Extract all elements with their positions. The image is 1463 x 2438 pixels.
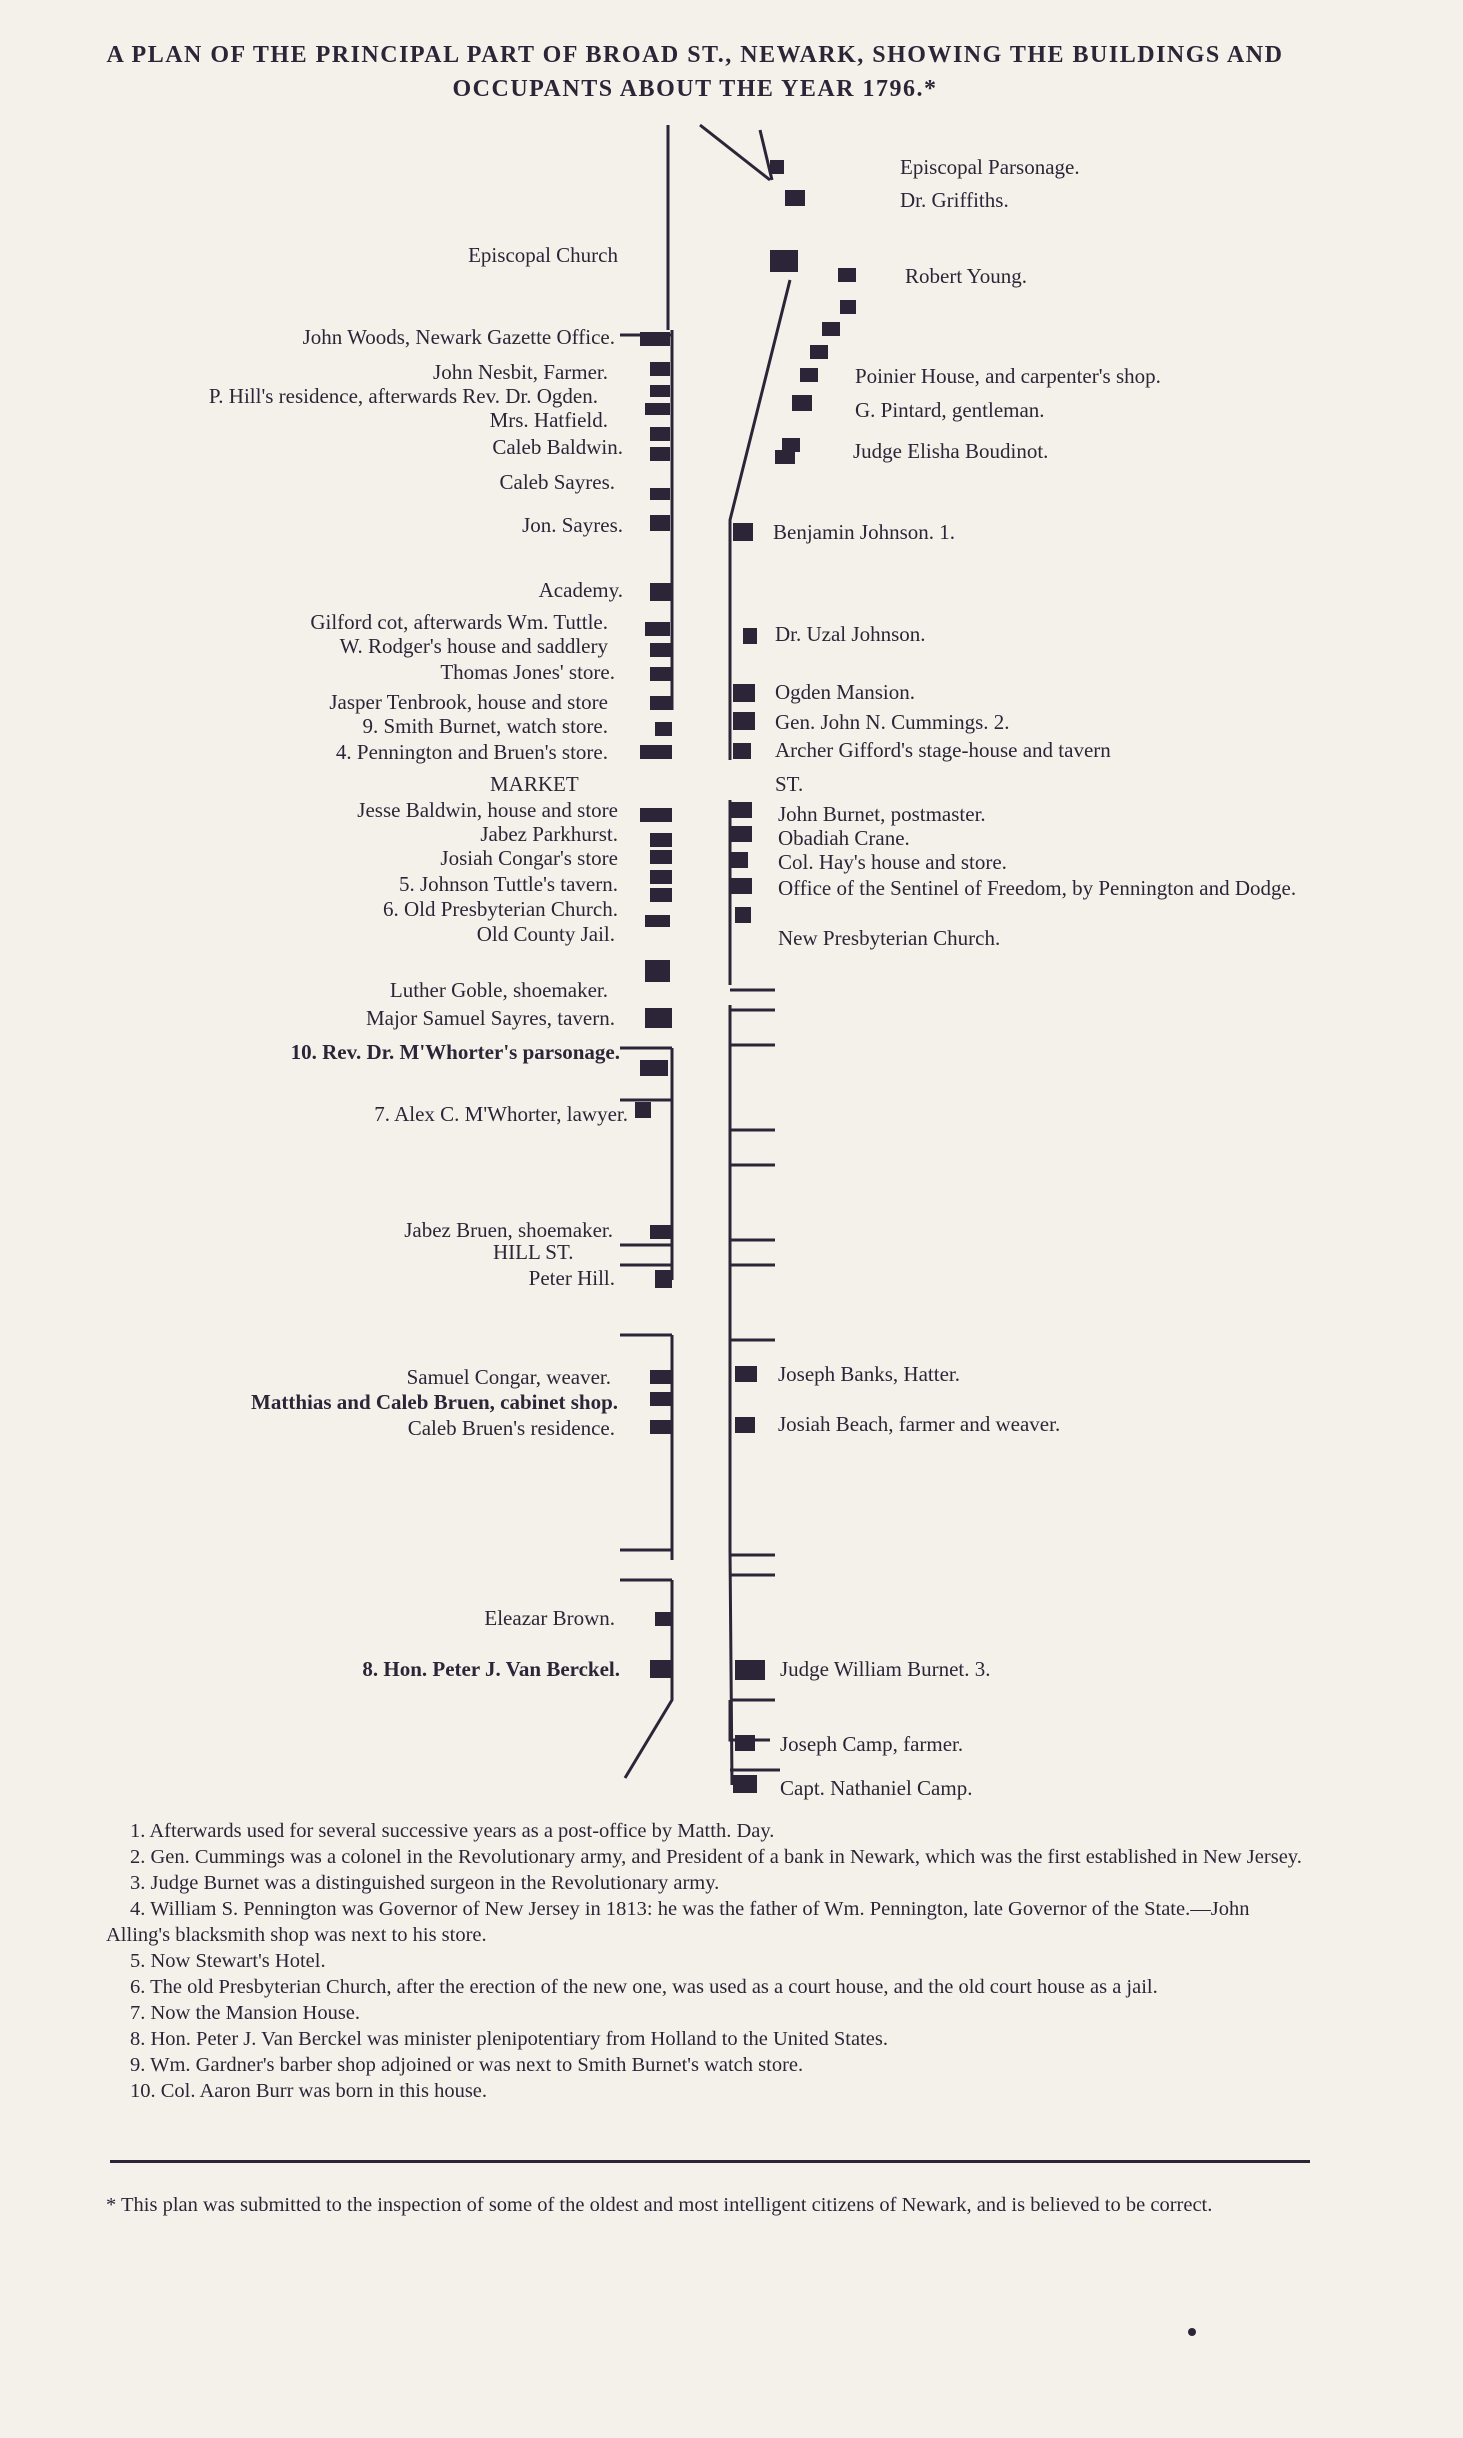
note: 4. William S. Pennington was Governor of New Jersey in 1813: he was the father of Wm. Pennington, late Governor of the State.—John Alling's blacksmith shop was next to his store. — [106, 1898, 1250, 1946]
right-street-edge — [730, 280, 790, 1785]
right-label: Archer Gifford's stage-house and tavern — [775, 738, 1111, 762]
note: 10. Col. Aaron Burr was born in this house. — [130, 2080, 488, 2102]
right-label: Robert Young. — [905, 264, 1027, 288]
right-label: Obadiah Crane. — [778, 826, 910, 850]
left-label: 4. Pennington and Bruen's store. — [335, 740, 608, 764]
right-label: Poinier House, and carpenter's shop. — [855, 364, 1161, 388]
left-label: Old County Jail. — [476, 922, 615, 946]
left-label: 5. Johnson Tuttle's tavern. — [398, 872, 618, 896]
left-label: 10. Rev. Dr. M'Whorter's parsonage. — [290, 1040, 620, 1064]
hill-street-label: HILL ST. — [493, 1240, 574, 1264]
left-label: 9. Smith Burnet, watch store. — [362, 714, 608, 738]
left-label: Jabez Parkhurst. — [480, 822, 618, 846]
left-label: Jon. Sayres. — [522, 513, 623, 537]
note: 8. Hon. Peter J. Van Berckel was minister plenipotentiary from Holland to the United States. — [130, 2028, 888, 2050]
right-label: Gen. John N. Cummings. 2. — [775, 710, 1010, 734]
ink-speck — [1188, 2328, 1196, 2336]
right-label: Judge William Burnet. 3. — [780, 1657, 991, 1681]
left-label: Josiah Congar's store — [440, 846, 618, 870]
market-label: MARKET — [490, 772, 579, 796]
left-label: Luther Goble, shoemaker. — [389, 978, 608, 1002]
left-label: Mrs. Hatfield. — [489, 408, 608, 432]
left-label: Caleb Bruen's residence. — [407, 1416, 615, 1440]
right-label: G. Pintard, gentleman. — [855, 398, 1045, 422]
left-label: 7. Alex C. M'Whorter, lawyer. — [374, 1102, 628, 1126]
right-label: Josiah Beach, farmer and weaver. — [778, 1412, 1061, 1436]
right-label: Joseph Camp, farmer. — [780, 1732, 964, 1756]
right-label: Ogden Mansion. — [775, 680, 915, 704]
note: 2. Gen. Cummings was a colonel in the Revolutionary army, and President of a bank in Newark, which was the first established in New Jersey. — [130, 1846, 1302, 1868]
right-label: Episcopal Parsonage. — [900, 155, 1080, 179]
right-label: Dr. Uzal Johnson. — [775, 622, 926, 646]
right-label: Office of the Sentinel of Freedom, by Pennington and Dodge. — [778, 876, 1297, 900]
right-label: Col. Hay's house and store. — [778, 850, 1007, 874]
note: 1. Afterwards used for several successive years as a post-office by Matth. Day. — [130, 1820, 775, 1842]
left-label: Eleazar Brown. — [484, 1606, 615, 1630]
left-label: Samuel Congar, weaver. — [406, 1365, 611, 1389]
plan-title: A PLAN OF THE PRINCIPAL PART OF BROAD ST., NEWARK, SHOWING THE BUILDINGS AND OCCUPANTS ABOUT THE YEAR 1796.* — [106, 42, 1284, 102]
left-label: Jasper Tenbrook, house and store — [329, 690, 608, 714]
left-label: 6. Old Presbyterian Church. — [382, 897, 618, 921]
left-label: Matthias and Caleb Bruen, cabinet shop. — [251, 1390, 618, 1414]
left-label: Academy. — [538, 578, 623, 602]
right-label: John Burnet, postmaster. — [778, 802, 986, 826]
footnote-divider — [110, 2160, 1310, 2163]
right-label: Joseph Banks, Hatter. — [778, 1362, 960, 1386]
left-label: 8. Hon. Peter J. Van Berckel. — [362, 1657, 620, 1681]
numbered-notes — [106, 1818, 1316, 2104]
left-label: Peter Hill. — [528, 1266, 615, 1290]
left-label: Jesse Baldwin, house and store — [357, 798, 618, 822]
note: 3. Judge Burnet was a distinguished surgeon in the Revolutionary army. — [130, 1872, 720, 1894]
left-label: Gilford cot, afterwards Wm. Tuttle. — [310, 610, 608, 634]
left-label: P. Hill's residence, afterwards Rev. Dr. Ogden. — [208, 384, 598, 408]
street-fork — [700, 125, 772, 180]
right-label: ST. — [775, 772, 804, 796]
left-label: Caleb Baldwin. — [492, 435, 623, 459]
right-label: Benjamin Johnson. 1. — [773, 520, 955, 544]
left-label: W. Rodger's house and saddlery — [339, 634, 608, 658]
right-label: Capt. Nathaniel Camp. — [780, 1776, 973, 1800]
right-label: Dr. Griffiths. — [900, 188, 1009, 212]
left-label: Caleb Sayres. — [499, 470, 615, 494]
left-label: Episcopal Church — [468, 243, 618, 267]
note: 7. Now the Mansion House. — [130, 2002, 361, 2024]
left-label: John Nesbit, Farmer. — [433, 360, 608, 384]
note: 6. The old Presbyterian Church, after the erection of the new one, was used as a court house, and the old court house as a jail. — [130, 1976, 1158, 1998]
left-label: John Woods, Newark Gazette Office. — [302, 325, 615, 349]
note: 9. Wm. Gardner's barber shop adjoined or was next to Smith Burnet's watch store. — [130, 2054, 804, 2076]
right-label: Judge Elisha Boudinot. — [853, 439, 1049, 463]
left-label: Jabez Bruen, shoemaker. — [404, 1218, 613, 1242]
left-label: Major Samuel Sayres, tavern. — [365, 1006, 615, 1030]
left-label: Thomas Jones' store. — [440, 660, 615, 684]
footnote: * This plan was submitted to the inspection of some of the oldest and most intelligent citizens of Newark, and is believed to be correct. — [106, 2193, 1213, 2216]
note: 5. Now Stewart's Hotel. — [130, 1950, 326, 1972]
right-label: New Presbyterian Church. — [778, 926, 1001, 950]
